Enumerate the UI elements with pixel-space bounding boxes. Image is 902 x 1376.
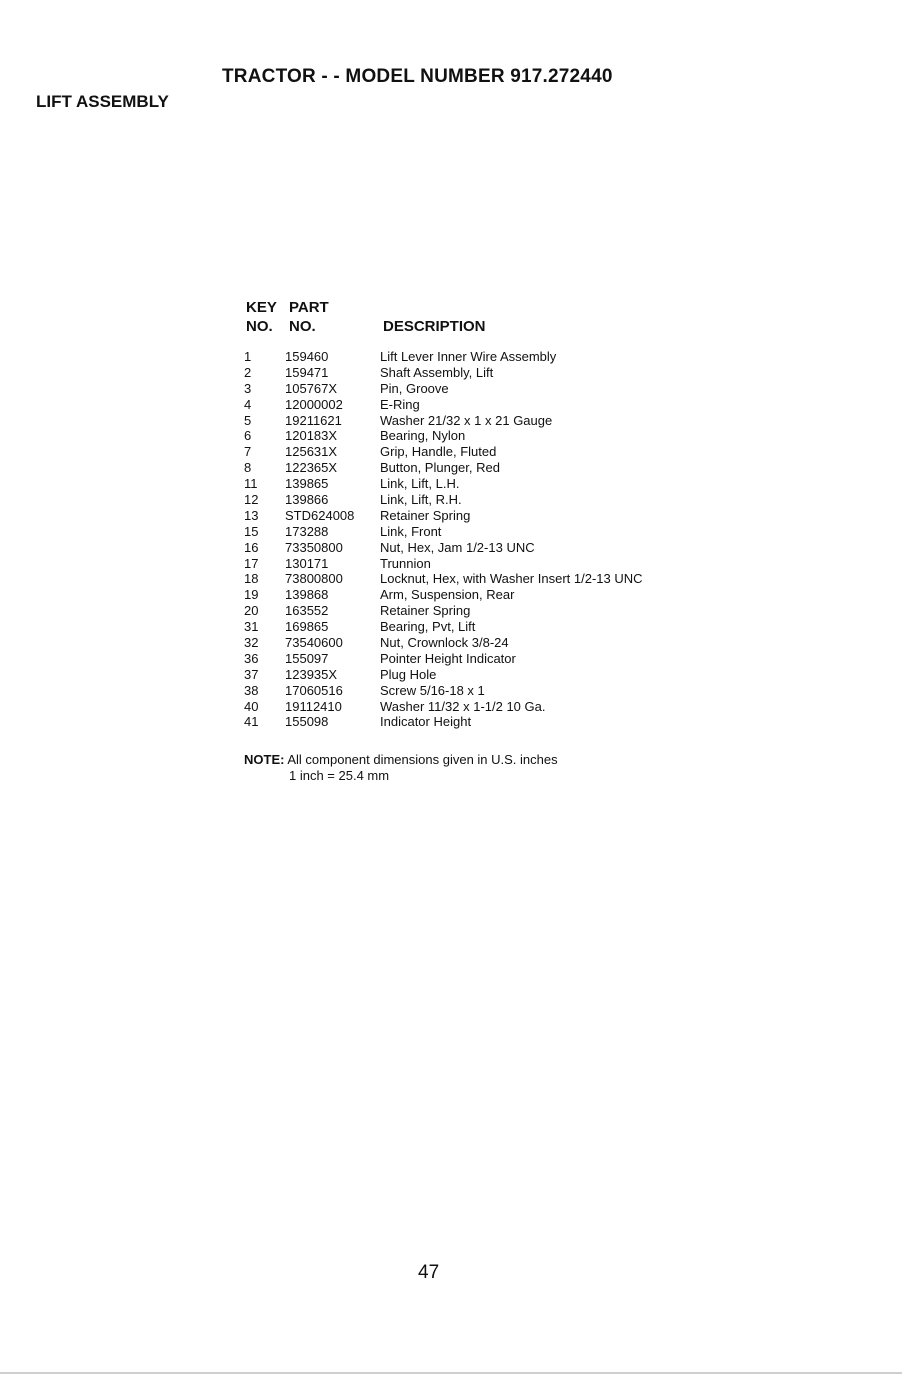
part-no-cell: 139865 [285, 476, 329, 492]
part-no-cell: 12000002 [285, 396, 343, 412]
part-no-cell: 73350800 [285, 539, 343, 555]
key-no-cell: 40 [244, 698, 259, 714]
note-label: NOTE: [244, 752, 285, 767]
part-no-cell: STD624008 [285, 507, 355, 523]
key-no-cell: 4 [244, 396, 252, 412]
key-no-cell: 18 [244, 571, 259, 587]
part-no-cell: 155097 [285, 650, 329, 666]
key-no-cell: 6 [244, 428, 252, 444]
part-no-cell: 155098 [285, 714, 329, 730]
note-conversion: 1 inch = 25.4 mm [289, 768, 390, 783]
description-cell: Washer 11/32 x 1-1/2 10 Ga. [380, 698, 546, 714]
key-no-cell: 36 [244, 650, 259, 666]
description-cell: Nut, Hex, Jam 1/2-13 UNC [380, 539, 535, 555]
description-header: DESCRIPTION [383, 318, 486, 335]
key-no-cell: 15 [244, 523, 259, 539]
description-cell: Arm, Suspension, Rear [380, 587, 515, 603]
key-no-cell: 13 [244, 507, 259, 523]
page-number: 47 [418, 1262, 440, 1283]
section-title: LIFT ASSEMBLY [36, 92, 169, 111]
part-no-cell: 73800800 [285, 571, 343, 587]
key-no-cell: 41 [244, 714, 259, 730]
description-cell: Locknut, Hex, with Washer Insert 1/2-13 UNC [380, 571, 643, 587]
key-no-cell: 7 [244, 444, 252, 460]
part-no-cell: 139866 [285, 492, 329, 508]
key-no-cell: 1 [244, 349, 252, 364]
part-no-header-line1: PART [289, 299, 329, 316]
note-text: All component dimensions given in U.S. inches [287, 752, 558, 767]
note [244, 752, 558, 768]
description-cell: Retainer Spring [380, 603, 471, 619]
description-cell: Indicator Height [380, 714, 472, 730]
key-no-cell: 37 [244, 666, 259, 682]
description-cell: Nut, Crownlock 3/8-24 [380, 635, 509, 651]
key-no-cell: 5 [244, 412, 252, 428]
part-no-cell: 139868 [285, 587, 329, 603]
description-cell: Button, Plunger, Red [380, 460, 500, 476]
part-no-cell: 120183X [285, 428, 338, 444]
key-no-header-line1: KEY [246, 299, 277, 316]
description-cell: Bearing, Nylon [380, 428, 466, 444]
part-no-cell: 163552 [285, 603, 329, 619]
part-no-cell: 130171 [285, 555, 329, 571]
page-title: TRACTOR - - MODEL NUMBER 917.272440 [222, 66, 613, 87]
description-cell: Link, Lift, L.H. [380, 476, 460, 492]
key-no-cell: 2 [244, 364, 252, 380]
description-cell: Washer 21/32 x 1 x 21 Gauge [380, 412, 553, 428]
part-no-cell: 19211621 [285, 412, 342, 428]
key-no-cell: 11 [244, 476, 258, 492]
key-no-cell: 38 [244, 682, 259, 698]
key-no-cell: 16 [244, 539, 259, 555]
description-cell: E-Ring [380, 396, 420, 412]
part-no-cell: 122365X [285, 460, 338, 476]
description-cell: Bearing, Pvt, Lift [380, 619, 476, 635]
key-no-cell: 17 [244, 555, 259, 571]
part-no-cell: 169865 [285, 619, 329, 635]
part-no-cell: 73540600 [285, 635, 343, 651]
bottom-rule [0, 1372, 902, 1374]
description-cell: Retainer Spring [380, 507, 471, 523]
description-cell: Link, Lift, R.H. [380, 492, 462, 508]
description-cell: Link, Front [380, 523, 442, 539]
part-no-header-line2: NO. [289, 318, 316, 335]
key-no-cell: 20 [244, 603, 259, 619]
description-cell: Plug Hole [380, 666, 437, 682]
description-cell: Lift Lever Inner Wire Assembly [380, 349, 557, 364]
description-cell: Grip, Handle, Fluted [380, 444, 497, 460]
key-no-cell: 12 [244, 492, 259, 508]
part-no-cell: 105767X [285, 380, 338, 396]
key-no-cell: 31 [244, 619, 259, 635]
part-no-cell: 123935X [285, 666, 338, 682]
part-no-cell: 173288 [285, 523, 329, 539]
part-no-cell: 125631X [285, 444, 338, 460]
key-no-header-line2: NO. [246, 318, 273, 335]
description-cell: Trunnion [380, 555, 431, 571]
description-cell: Screw 5/16-18 x 1 [380, 682, 485, 698]
part-no-cell: 17060516 [285, 682, 343, 698]
description-cell: Pointer Height Indicator [380, 650, 516, 666]
part-no-cell: 19112410 [285, 698, 342, 714]
key-no-cell: 8 [244, 460, 252, 476]
part-no-cell: 159471 [285, 364, 329, 380]
key-no-cell: 32 [244, 635, 259, 651]
description-cell: Shaft Assembly, Lift [380, 364, 494, 380]
key-no-cell: 3 [244, 380, 252, 396]
key-no-cell: 19 [244, 587, 259, 603]
part-no-cell: 159460 [285, 349, 329, 364]
description-cell: Pin, Groove [380, 380, 449, 396]
